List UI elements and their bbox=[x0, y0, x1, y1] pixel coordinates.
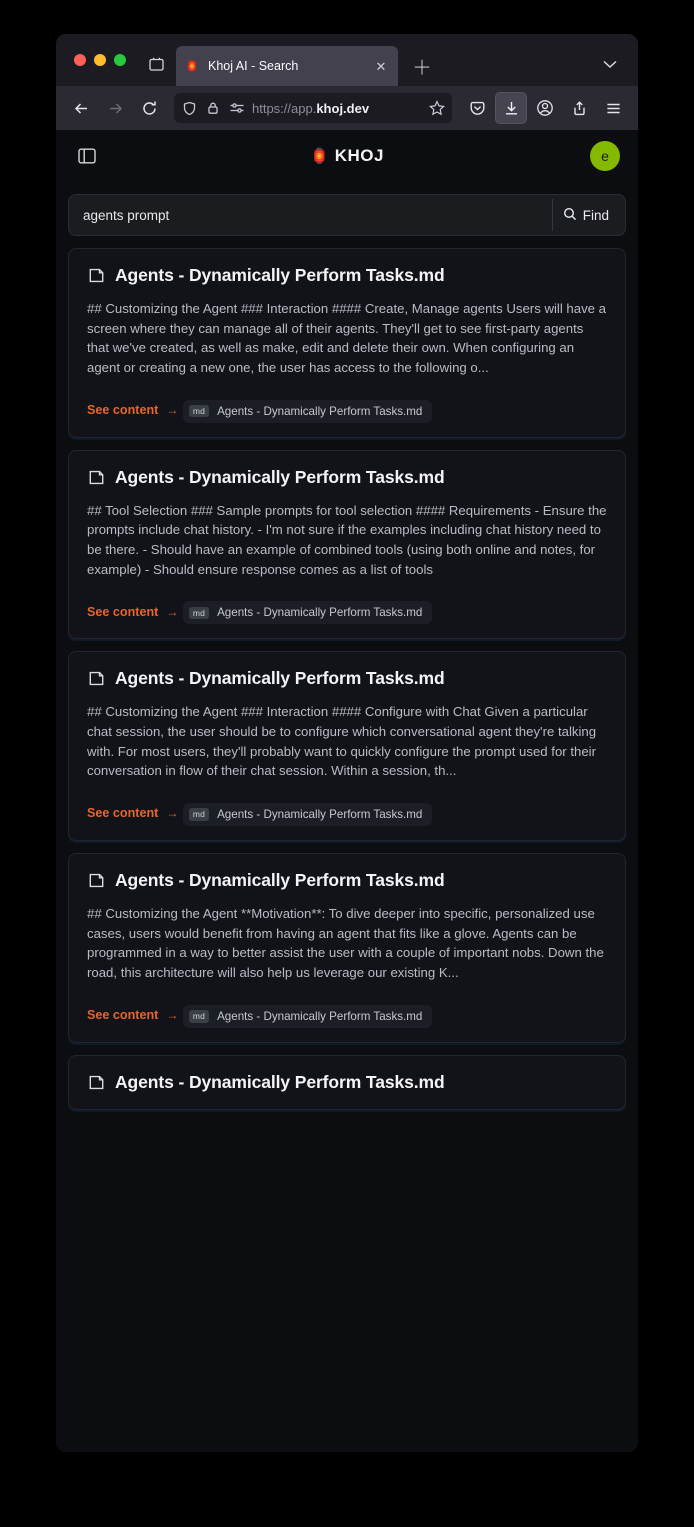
url-prefix: https://app. bbox=[252, 100, 317, 116]
url-text[interactable] bbox=[252, 101, 422, 116]
note-icon bbox=[87, 670, 105, 688]
close-window-button[interactable] bbox=[74, 54, 86, 66]
tab-title: Khoj AI - Search bbox=[208, 59, 299, 73]
save-to-pocket-icon[interactable] bbox=[462, 93, 492, 123]
forward-button-icon[interactable] bbox=[100, 93, 130, 123]
result-title: Agents - Dynamically Perform Tasks.md bbox=[115, 870, 445, 891]
note-icon bbox=[87, 1073, 105, 1091]
see-content-label: See content bbox=[87, 806, 159, 821]
search-results-list bbox=[56, 248, 638, 1452]
maximize-window-button[interactable] bbox=[114, 54, 126, 66]
browser-window bbox=[56, 34, 638, 1452]
find-button[interactable] bbox=[552, 199, 621, 231]
brand-name: KHOJ bbox=[334, 146, 384, 165]
chevron-down-icon[interactable] bbox=[596, 52, 624, 76]
list-all-tabs-icon[interactable] bbox=[142, 50, 170, 78]
new-tab-button[interactable]: ＋ bbox=[412, 57, 432, 79]
result-header bbox=[87, 1072, 607, 1093]
result-title: Agents - Dynamically Perform Tasks.md bbox=[115, 668, 445, 689]
search-icon bbox=[563, 207, 577, 224]
khoj-favicon-icon: 🏮 bbox=[184, 59, 200, 73]
source-file-name: Agents - Dynamically Perform Tasks.md bbox=[217, 606, 423, 620]
see-content-link[interactable] bbox=[87, 1008, 178, 1022]
file-type-badge: md bbox=[189, 405, 209, 418]
shield-icon[interactable] bbox=[180, 99, 198, 117]
share-icon[interactable] bbox=[564, 93, 594, 123]
result-snippet: ## Customizing the Agent **Motivation**: To dive deeper into specific, personalized use cases, users would benefit from having an agent that fits like a glove. Agents can be programmed in a way to better assist the user with a couple of important nobs. Down the road, this architecture will also help us leverage our existing K... bbox=[87, 906, 604, 981]
lock-icon[interactable] bbox=[204, 99, 222, 117]
app-header bbox=[56, 130, 638, 182]
arrow-right-icon: → bbox=[166, 604, 179, 619]
result-snippet: ## Customizing the Agent ### Interaction #### Configure with Chat Given a particular chat session, the user should be to configure which conversational agent they're talking with. For most users, they'll probably want to quickly configure the prompt used for their conversation in flow of their chat session. Within a session, th... bbox=[87, 704, 597, 779]
navigation-toolbar bbox=[56, 86, 638, 130]
arrow-right-icon: → bbox=[166, 1008, 179, 1022]
note-icon bbox=[87, 468, 105, 486]
source-chip[interactable] bbox=[183, 1005, 433, 1028]
source-chip[interactable] bbox=[183, 601, 433, 624]
minimize-window-button[interactable] bbox=[94, 54, 106, 66]
see-content-link[interactable] bbox=[87, 605, 178, 619]
note-icon bbox=[87, 872, 105, 890]
source-file-name: Agents - Dynamically Perform Tasks.md bbox=[217, 1009, 423, 1023]
see-content-label: See content bbox=[87, 402, 159, 417]
list-item[interactable] bbox=[68, 450, 626, 640]
source-file-name: Agents - Dynamically Perform Tasks.md bbox=[217, 404, 423, 418]
url-host: khoj.dev bbox=[316, 100, 370, 116]
list-item[interactable] bbox=[68, 248, 626, 438]
find-button-label: Find bbox=[582, 207, 609, 223]
see-content-link[interactable] bbox=[87, 806, 178, 820]
list-item[interactable] bbox=[68, 853, 626, 1043]
see-content-label: See content bbox=[87, 1008, 159, 1022]
downloads-icon[interactable] bbox=[496, 93, 526, 123]
arrow-right-icon: → bbox=[166, 806, 179, 821]
list-item[interactable] bbox=[68, 1055, 626, 1110]
result-title: Agents - Dynamically Perform Tasks.md bbox=[115, 1071, 445, 1092]
result-title: Agents - Dynamically Perform Tasks.md bbox=[115, 466, 445, 487]
source-file-name: Agents - Dynamically Perform Tasks.md bbox=[217, 808, 423, 822]
reload-button-icon[interactable] bbox=[134, 93, 164, 123]
source-chip[interactable] bbox=[183, 400, 433, 423]
result-header bbox=[87, 870, 607, 891]
close-tab-icon[interactable]: ✕ bbox=[375, 58, 387, 74]
source-chip[interactable] bbox=[183, 803, 433, 826]
search-input[interactable] bbox=[81, 207, 552, 224]
application-menu-icon[interactable] bbox=[598, 93, 628, 123]
toggle-sidebar-icon[interactable] bbox=[74, 144, 100, 168]
result-snippet: ## Tool Selection ### Sample prompts for tool selection #### Requirements - Ensure the prompts include chat history. - I'm not sure if the examples including chat history need to be there. - Should have an example of combined tools (using both online and notes, for example) - Should ensure response comes as a list of tools bbox=[87, 502, 607, 577]
see-content-label: See content bbox=[87, 604, 159, 619]
result-title: Agents - Dynamically Perform Tasks.md bbox=[115, 265, 445, 285]
result-header bbox=[87, 668, 607, 689]
arrow-right-icon: → bbox=[166, 402, 179, 417]
tab-strip bbox=[56, 34, 638, 86]
khoj-logo-icon: 🏮 bbox=[310, 148, 329, 165]
search-bar[interactable] bbox=[68, 194, 626, 236]
list-item[interactable] bbox=[68, 651, 626, 841]
result-header bbox=[87, 265, 607, 286]
brand bbox=[56, 146, 638, 166]
see-content-link[interactable] bbox=[87, 403, 178, 417]
browser-tab[interactable] bbox=[176, 46, 398, 86]
page-content bbox=[56, 130, 638, 1452]
avatar[interactable]: e bbox=[590, 141, 620, 171]
file-type-badge: md bbox=[189, 808, 209, 821]
account-icon[interactable] bbox=[530, 93, 560, 123]
result-header bbox=[87, 467, 607, 488]
back-button-icon[interactable] bbox=[66, 93, 96, 123]
result-snippet: ## Customizing the Agent ### Interaction #### Create, Manage agents Users will have a screen where they can manage all of their agents. They'll get to see first-party agents that we've created, as well as make, edit and delete their own. When configuring an agent or creating a new one, the user has access to the following o... bbox=[87, 301, 607, 376]
window-controls bbox=[64, 34, 136, 86]
bookmark-star-icon[interactable] bbox=[428, 99, 446, 117]
permissions-icon[interactable] bbox=[228, 99, 246, 117]
note-icon bbox=[87, 267, 105, 285]
file-type-badge: md bbox=[189, 607, 209, 620]
address-bar[interactable] bbox=[174, 93, 452, 123]
file-type-badge: md bbox=[189, 1010, 209, 1023]
